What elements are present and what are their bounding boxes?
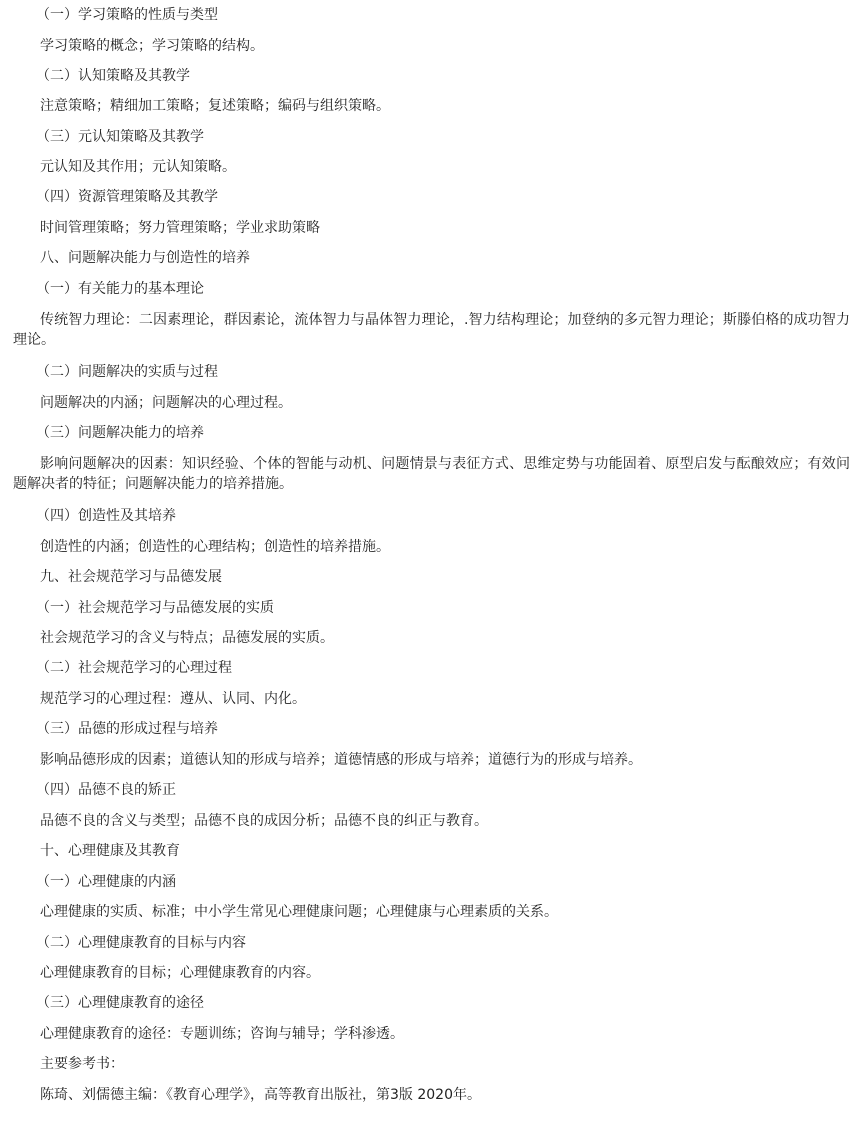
body-text: 元认知及其作用；元认知策略。: [40, 159, 236, 175]
body-paragraph: 影响问题解决的因素：知识经验、个体的智能与动机、问题情景与表征方式、思维定势与功能固着、原型启发与酝酿效应；有效问题解决者的特征；问题解决能力的培养措施。: [13, 456, 850, 492]
reference-entry: 陈琦、刘儒德主编：《教育心理学》，高等教育出版社，第3版 2020年。: [40, 1087, 481, 1103]
subsection-heading: （四）资源管理策略及其教学: [36, 189, 218, 205]
section-heading: 九、社会规范学习与品德发展: [40, 569, 222, 585]
body-text: 品德不良的含义与类型；品德不良的成因分析；品德不良的纠正与教育。: [40, 813, 488, 829]
body-text: 社会规范学习的含义与特点；品德发展的实质。: [40, 630, 334, 646]
section-heading: 八、问题解决能力与创造性的培养: [40, 250, 250, 266]
subsection-heading: （一）学习策略的性质与类型: [36, 7, 218, 23]
subsection-heading: （二）问题解决的实质与过程: [36, 364, 218, 380]
body-text: 影响品德形成的因素；道德认知的形成与培养；道德情感的形成与培养；道德行为的形成与培养。: [40, 752, 642, 768]
subsection-heading: （四）品德不良的矫正: [36, 782, 176, 798]
subsection-heading: （二）社会规范学习的心理过程: [36, 660, 232, 676]
body-paragraph: 传统智力理论：二因素理论，群因素论，流体智力与晶体智力理论，.智力结构理论；加登纳的多元智力理论；斯滕伯格的成功智力理论。: [13, 312, 850, 348]
body-text: 问题解决的内涵；问题解决的心理过程。: [40, 395, 292, 411]
body-text: 创造性的内涵；创造性的心理结构；创造性的培养措施。: [40, 539, 390, 555]
subsection-heading: （一）心理健康的内涵: [36, 874, 176, 890]
subsection-heading: （三）元认知策略及其教学: [36, 129, 204, 145]
references-heading: 主要参考书：: [40, 1056, 124, 1072]
subsection-heading: （二）认知策略及其教学: [36, 68, 190, 84]
body-text: 注意策略；精细加工策略；复述策略；编码与组织策略。: [40, 98, 390, 114]
body-text: 心理健康教育的目标；心理健康教育的内容。: [40, 965, 320, 981]
body-text: 心理健康教育的途径：专题训练；咨询与辅导；学科渗透。: [40, 1026, 404, 1042]
body-text: 规范学习的心理过程：遵从、认同、内化。: [40, 691, 306, 707]
subsection-heading: （三）品德的形成过程与培养: [36, 721, 218, 737]
subsection-heading: （一）社会规范学习与品德发展的实质: [36, 600, 274, 616]
subsection-heading: （三）问题解决能力的培养: [36, 425, 204, 441]
body-text: 心理健康的实质、标准；中小学生常见心理健康问题；心理健康与心理素质的关系。: [40, 904, 558, 920]
body-text: 时间管理策略；努力管理策略；学业求助策略: [40, 220, 320, 236]
subsection-heading: （二）心理健康教育的目标与内容: [36, 935, 246, 951]
body-text: 学习策略的概念；学习策略的结构。: [40, 38, 264, 54]
subsection-heading: （一）有关能力的基本理论: [36, 281, 204, 297]
section-heading: 十、心理健康及其教育: [40, 843, 180, 859]
subsection-heading: （四）创造性及其培养: [36, 508, 176, 524]
subsection-heading: （三）心理健康教育的途径: [36, 995, 204, 1011]
